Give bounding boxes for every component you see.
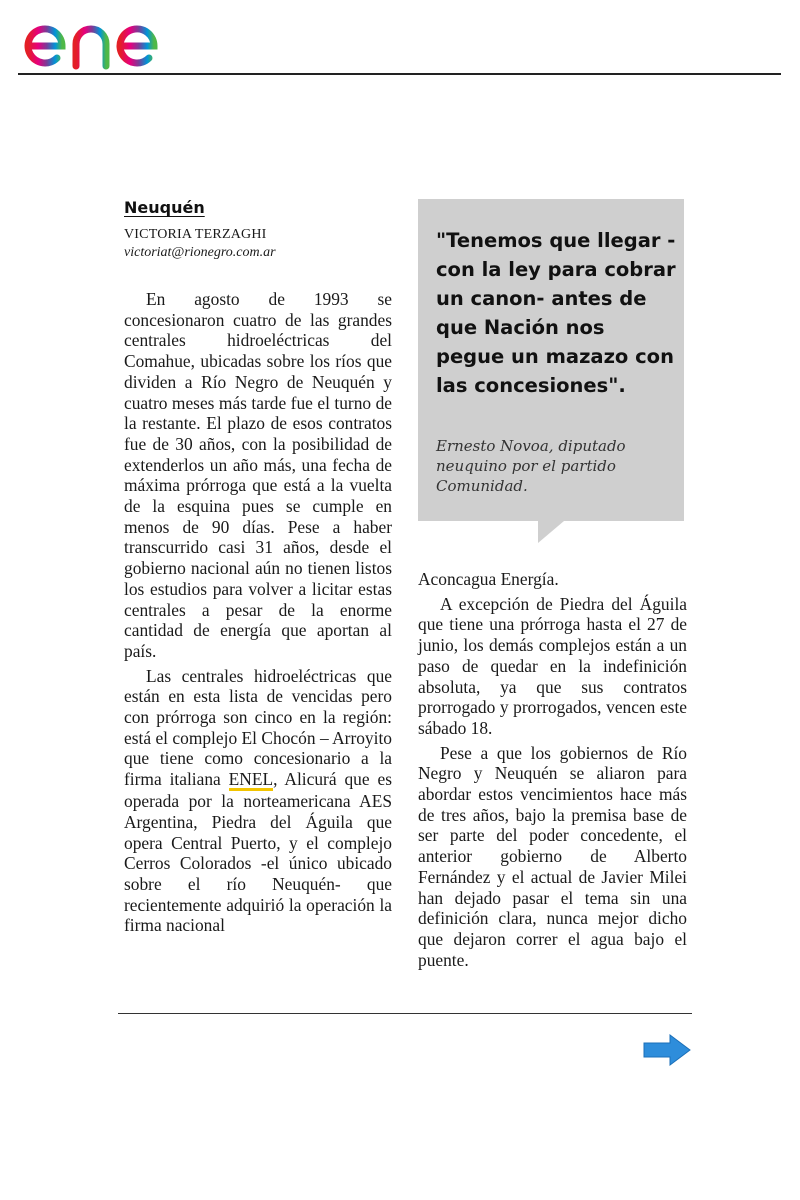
enel-logo xyxy=(20,8,190,70)
footer-rule xyxy=(118,1013,692,1014)
pull-quote-tail xyxy=(538,521,564,543)
article-column-left xyxy=(124,289,392,936)
article-paragraph xyxy=(124,666,392,936)
section-label: Neuquén xyxy=(124,198,205,217)
pull-quote-text: "Tenemos que llegar -con la ley para cobrar un canon- antes de que Nación nos pegue un mazazo con las concesiones". xyxy=(436,229,676,397)
article-paragraph: Pese a que los gobiernos de Río Negro y Neuquén se aliaron para abordar estos vencimientos hace más de tres años, bajo la premisa base de ser parte del poder concedente, el anterior gobierno de Alberto Fernández y el actual de Javier Milei han dejado pasar el tema sin una definición clara, nunca mejor dicho que dejaron correr el agua bajo el puente. xyxy=(418,742,687,970)
article-paragraph: Aconcagua Energía. xyxy=(418,569,559,589)
pull-quote-attribution: Ernesto Novoa, diputado neuquino por el partido Comunidad. xyxy=(436,437,626,495)
arrow-right-icon[interactable] xyxy=(642,1033,692,1067)
article-paragraph: A excepción de Piedra del Águila que tiene una prórroga hasta el 27 de junio, los demás complejos están a un paso de quedar en la indefinición absoluta, ya que sus contratos prorrogado y prorrogados, vencen este sábado 18. xyxy=(418,593,687,738)
header-rule xyxy=(18,73,781,75)
article-paragraph: En agosto de 1993 se concesionaron cuatro de las grandes centrales hidroeléctricas del Comahue, ubicadas sobre los ríos que dividen a Río Negro de Neuquén y cuatro meses más tarde fue el turno de la restante. El plazo de esos contratos fue de 30 años, con la posibilidad de extenderlos un año más, una fecha de máxima prórroga que está a la vuelta de la esquina pues se cumple en menos de 90 días. Pese a haber transcurrido casi 31 años, desde el gobierno nacional aún no tienen listos los estudios para volver a licitar estas centrales a pesar de la enorme cantidad de energía que aportan al país. xyxy=(124,289,392,661)
paragraph-text: , Alicurá que es operada por la norteamericana AES Argentina, Piedra del Águila que opera Central Puerto, y el complejo Cerros Colorados -el único ubicado sobre el río Neuquén- que recientemente adquirió la operación la firma nacional xyxy=(124,769,392,936)
author-email: victoriat@rionegro.com.ar xyxy=(124,245,276,260)
highlighted-enel: ENEL xyxy=(228,769,274,790)
article-column-right xyxy=(418,569,687,970)
author-name: VICTORIA TERZAGHI xyxy=(124,227,267,242)
paragraph-text: Las centrales hidroeléctricas que están en esta lista de vencidas pero con prórroga son cinco en la región: está el complejo El Chocón – Arroyito que tiene como concesionario a la firma italiana xyxy=(124,665,392,790)
